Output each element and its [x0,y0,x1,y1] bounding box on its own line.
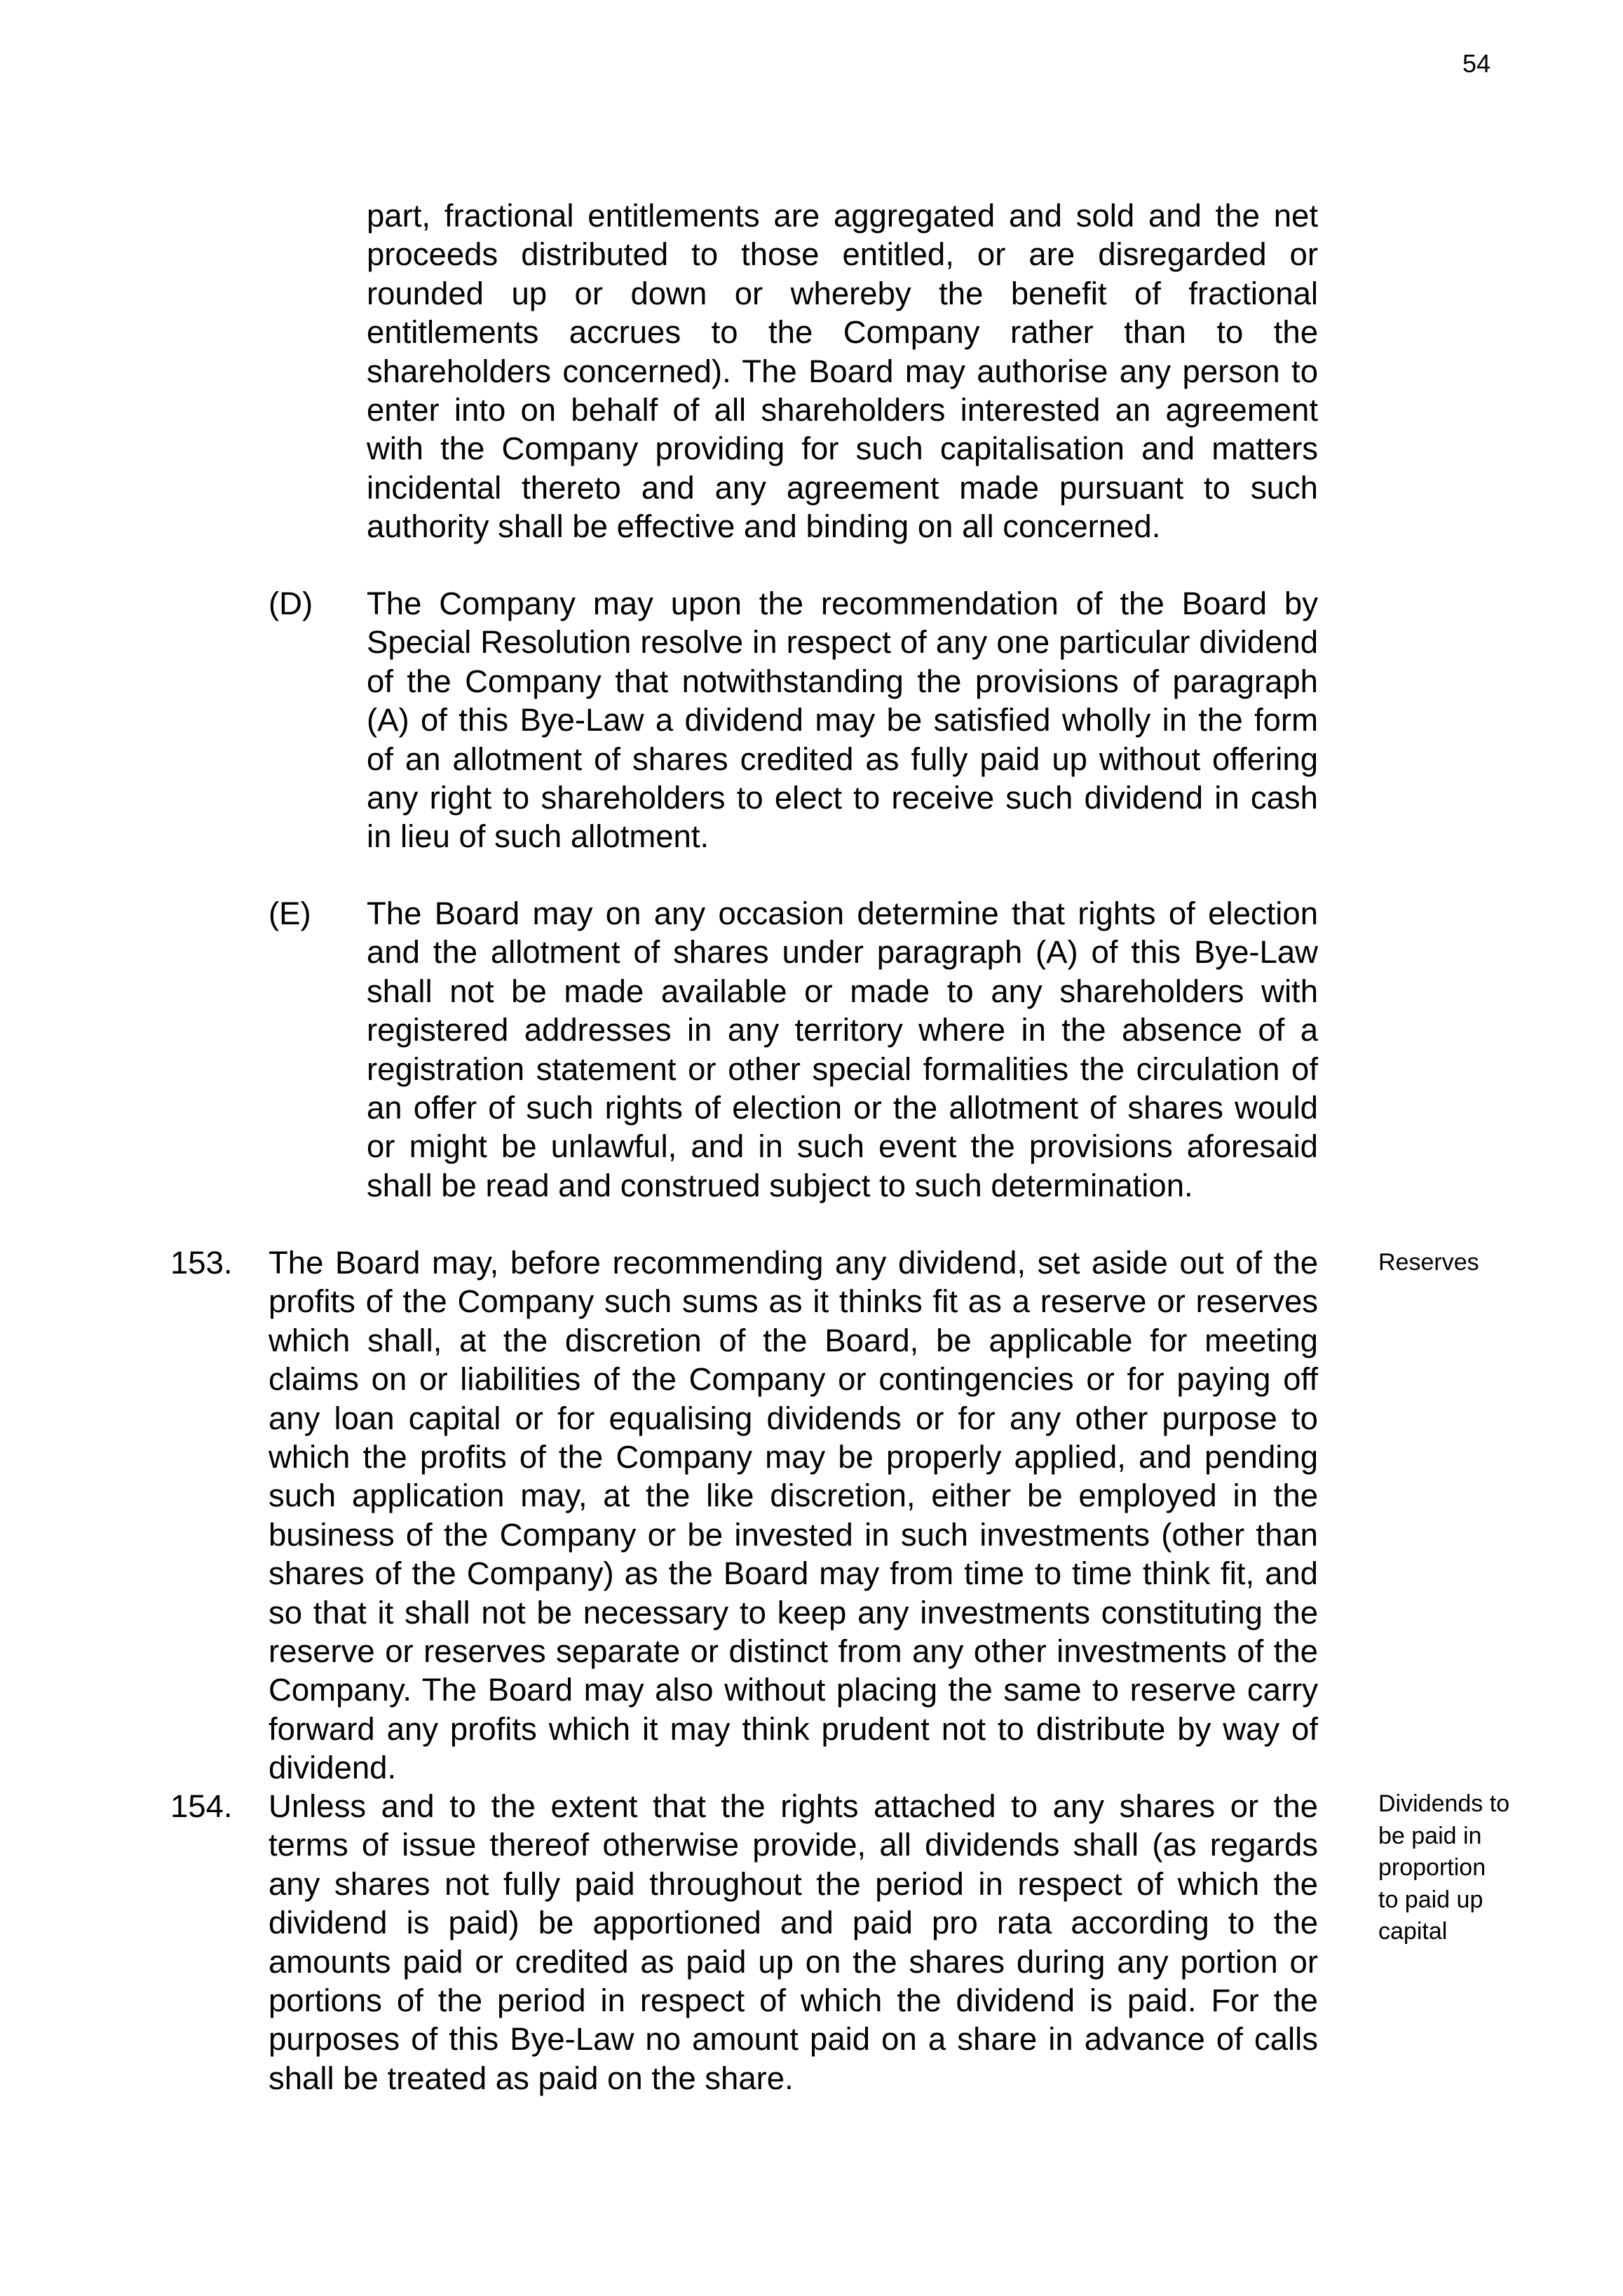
page-number: 54 [1462,49,1491,78]
sub-paragraph-label-d: (D) [269,586,313,621]
clause-153-text: The Board may, before recommending any dividend, set aside out of the profits of the Company such sums as it thinks fit as a reserve or reserves which shall, at the discretion of the Board, be applicable for meeting claims on or liabilities of the Company or contingencies or for paying off any loan capital or for equalising dividends or for any other purpose to which the profits of the Company may be properly applied, and pending such application may, at the like discretion, either be employed in the business of the Company or be invested in such investments (other than shares of the Company) as the Board may from time to time think fit, and so that it shall not be necessary to keep any investments constituting the reserve or reserves separate or distinct from any other investments of the Company. The Board may also without placing the same to reserve carry forward any profits which it may think prudent not to distribute by way of dividend. [269,1245,1318,1786]
clause-number-153: 153. [170,1245,233,1281]
sub-paragraph-label-e: (E) [269,896,311,931]
continuation-paragraph: part, fractional entitlements are aggregated and sold and the net proceeds distributed to those entitled, or are disregarded or rounded up or down or whereby the benefit of fractional entitlements accrues to the Company rather than to the shareholders concerned). The Board may authorise any person to enter into on behalf of all shareholders interested an agreement with the Company providing for such capitalisation and matters incidental thereto and any agreement made pursuant to such authority shall be effective and binding on all concerned. [367,198,1318,545]
sub-paragraph-e: The Board may on any occasion determine that rights of election and the allotment of shares under paragraph (A) of this Bye-Law shall not be made available or made to any shareholders with registered addresses in any territory where in the absence of a registration statement or other special formalities the circulation of an offer of such rights of election or the allotment of shares would or might be unlawful, and in such event the provisions aforesaid shall be read and construed subject to such determination. [367,896,1318,1203]
clause-154-text: Unless and to the extent that the rights attached to any shares or the terms of issue thereof otherwise provide, all dividends shall (as regards any shares not fully paid throughout the period in respect of which the dividend is paid) be apportioned and paid pro rata according to the amounts paid or credited as paid up on the shares during any portion or portions of the period in respect of which the dividend is paid. For the purposes of this Bye-Law no amount paid on a share in advance of calls shall be treated as paid on the share. [269,1788,1318,2096]
clause-number-154: 154. [170,1788,233,1824]
sub-paragraph-d: The Company may upon the recommendation of the Board by Special Resolution resolve in respect of any one particular dividend of the Company that notwithstanding the provisions of paragraph (A) of this Bye-Law a dividend may be satisfied wholly in the form of an allotment of shares credited as fully paid up without offering any right to shareholders to elect to receive such dividend in cash in lieu of such allotment. [367,586,1318,855]
marginal-note-dividends: Dividends to be paid in proportion to paid up capital [1378,1790,1510,1945]
marginal-note-reserves: Reserves [1378,1249,1479,1276]
